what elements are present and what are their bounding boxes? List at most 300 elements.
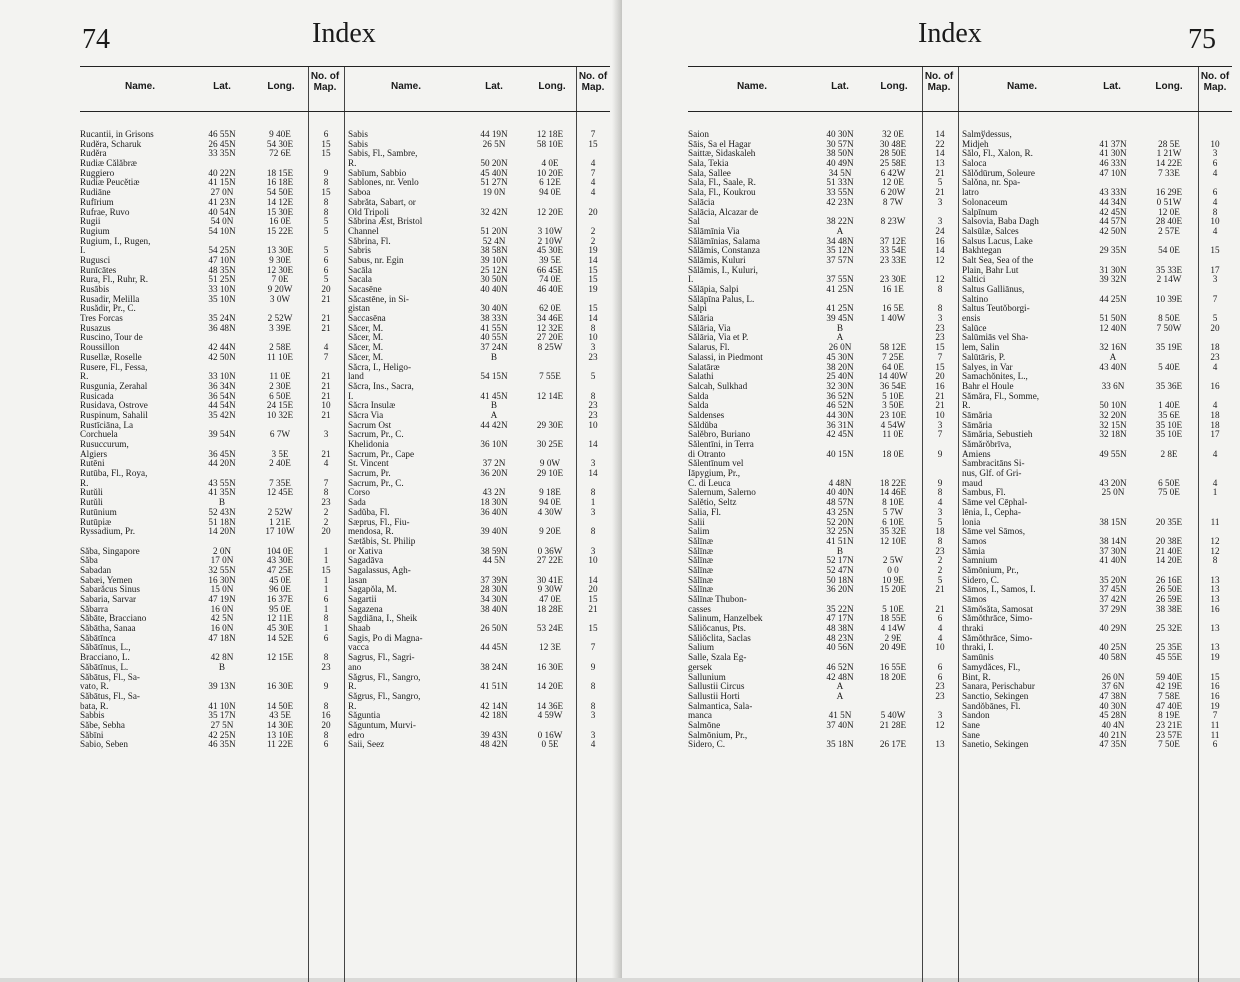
entry-map: 6 (323, 265, 329, 275)
entry-name: casses (688, 604, 711, 614)
index-entry (80, 353, 610, 363)
entry-map: 3 (590, 459, 596, 469)
entry-name: Săbīni (80, 730, 104, 740)
entry-name: Sabus, nr. Egin (348, 255, 404, 265)
entry-map: 19 (588, 285, 598, 294)
entry-long: 94 0E (539, 188, 561, 198)
entry-long: 14 12E (266, 197, 294, 207)
entry-long: 14 20E (536, 682, 564, 692)
entry-map: 12 (935, 720, 945, 730)
entry-lat: 44 19N (480, 130, 508, 139)
entry-long: 16 55E (879, 662, 907, 672)
entry-name: Sălīnæ (688, 546, 714, 556)
entry-lat: 49 55N (1099, 449, 1127, 459)
entry-long: 8 7W (882, 197, 904, 207)
entry-name: nus, Glf. of Gri- (962, 469, 1022, 479)
entry-long: 18 20E (879, 672, 907, 682)
entry-name: Sălāmis, Constanza (688, 246, 760, 256)
entry-map: 8 (937, 488, 943, 498)
entry-long: 26 59E (1155, 595, 1183, 604)
entry-long: 16 29E (1155, 188, 1183, 198)
entry-long: 0 36W (537, 546, 563, 556)
entry-long: 58 12E (879, 343, 907, 353)
entry-long: 46 40E (536, 285, 564, 294)
entry-map: 21 (935, 585, 945, 595)
entry-lat: 36 48N (208, 323, 236, 333)
entry-name: Rutūba, Fl., Roya, (80, 469, 148, 479)
entry-lat: 38 50N (826, 149, 854, 159)
entry-long: 1 40E (1158, 401, 1180, 411)
entry-lat: 40 55N (480, 333, 508, 343)
index-entry (688, 217, 1232, 227)
entry-lat: 43 55N (208, 478, 236, 488)
entry-long: 29 10E (536, 469, 564, 479)
entry-map: 11 (1210, 730, 1220, 740)
entry-map: 18 (1210, 343, 1220, 353)
entry-lat: 40 58N (1099, 653, 1127, 663)
entry-map: 6 (323, 595, 329, 604)
entry-name: Sabis (348, 130, 368, 139)
entry-name: Săbātīnca (80, 633, 116, 643)
entry-name: Sagapŏla, M. (348, 585, 397, 595)
entry-name: Salūtāris, P. (962, 352, 1006, 362)
entry-lat: 35 18N (826, 740, 854, 750)
entry-name: Samydăces, Fl., (962, 662, 1021, 672)
index-entry (688, 469, 1232, 479)
entry-map: 20 (1210, 323, 1220, 333)
entry-long: 30 41E (536, 575, 564, 585)
entry-name: vato, R. (80, 682, 109, 692)
entry-long: 25 32E (1155, 624, 1183, 634)
entry-map: 6 (323, 633, 329, 643)
entry-long: 6 20W (880, 188, 906, 198)
index-entry (688, 498, 1232, 508)
index-entry (688, 372, 1232, 382)
index-entry (80, 140, 610, 150)
entry-name: Saloca (962, 159, 987, 169)
entry-long: 2 14W (1156, 275, 1182, 285)
index-entry (80, 731, 610, 741)
index-entry (80, 440, 610, 450)
entry-lat: B (836, 546, 844, 556)
entry-map: 2 (937, 565, 943, 575)
entry-lat: 40 4N (1101, 720, 1125, 730)
entry-map: 5 (323, 226, 329, 236)
entry-name: Salinum, Hanzelbek (688, 614, 763, 624)
entry-long: 14 36E (536, 701, 564, 711)
entry-map: 12 (935, 255, 945, 265)
index-entry (688, 343, 1232, 353)
entry-map: 18 (935, 527, 945, 537)
entry-long: 23 10E (879, 410, 907, 420)
entry-name: Salda (688, 401, 709, 411)
entry-long: 7 50W (1156, 323, 1182, 333)
entry-lat: 52 4N (482, 236, 506, 246)
entry-lat: 4 48N (828, 478, 852, 488)
entry-map: 5 (1212, 314, 1218, 324)
index-entry (80, 537, 610, 547)
entry-long: 20 49E (879, 643, 907, 653)
entry-map: 3 (937, 420, 943, 430)
entry-lat: 42 50N (1099, 226, 1127, 236)
entry-map: 8 (937, 536, 943, 546)
entry-map: 16 (1210, 682, 1220, 692)
entry-lat: 14 20N (208, 527, 236, 537)
entry-long: 0 5E (541, 740, 559, 750)
entry-long: 36 54E (879, 381, 907, 391)
entry-lat: 34 48N (826, 236, 854, 246)
entry-name: Salūmiās vel Sha- (962, 333, 1029, 343)
entry-long: 10 32E (266, 410, 294, 420)
entry-long: 23 57E (1155, 730, 1183, 740)
entry-long: 7 0E (271, 275, 289, 285)
entry-lat: 2 0N (212, 546, 232, 556)
entry-long: 9 18E (539, 488, 561, 498)
entry-long: 38 38E (1155, 604, 1183, 614)
entry-map: 16 (1210, 381, 1220, 391)
index-entry (80, 430, 610, 440)
entry-long: 59 40E (1155, 672, 1183, 682)
entry-name: Săcra, Ins., Sacra, (348, 381, 414, 391)
entry-long: 12 10E (879, 536, 907, 546)
entry-map: 9 (937, 449, 943, 459)
entry-name: Rugium, I., Rugen, (80, 236, 151, 246)
entry-name: Sabio, Seben (80, 740, 128, 750)
entry-map: 5 (590, 372, 596, 382)
entry-name: Sacala (348, 275, 372, 285)
entry-name: Sala, Sallee (688, 168, 731, 178)
entry-name: Saltus Galliānus, (962, 285, 1025, 294)
entry-name: Săbātus, Fl., Sa- (80, 691, 140, 701)
entry-lat: 35 20N (1099, 575, 1127, 585)
index-entry (688, 450, 1232, 460)
entry-map: 8 (937, 304, 943, 314)
header-name: Name. (1006, 81, 1037, 92)
entry-map: 19 (588, 246, 598, 256)
entry-map: 21 (935, 168, 945, 178)
entry-name: Sabaria, Sarvar (80, 595, 137, 604)
index-entry (80, 450, 610, 460)
entry-long: 96 0E (269, 585, 291, 595)
entry-name: Sagazena (348, 604, 383, 614)
entry-lat: 30 50N (480, 275, 508, 285)
entry-long: 6 50E (269, 391, 291, 401)
entry-name: Old Tripoli (348, 207, 390, 217)
entry-long: 33 54E (879, 246, 907, 256)
entry-map: 4 (323, 343, 329, 353)
entry-map: 8 (323, 653, 329, 663)
index-entry (80, 363, 610, 373)
entry-lat: 30 40N (480, 304, 508, 314)
index-entry (80, 663, 610, 673)
entry-long: 6 7W (269, 430, 291, 440)
entry-long: 6 42W (880, 168, 906, 178)
entry-map: 20 (321, 285, 331, 294)
entry-lat: 43 40N (1099, 362, 1127, 372)
entry-lat: 36 45N (208, 449, 236, 459)
entry-name: Sagdiāna, I., Sheik (348, 614, 418, 624)
index-entry (80, 585, 610, 595)
header-long: Long. (538, 81, 566, 92)
entry-lat: 47 38N (1099, 691, 1127, 701)
entry-name: R. (348, 682, 357, 692)
entry-long: 12 0E (882, 178, 904, 188)
entry-lat: 42 18N (480, 711, 508, 721)
entry-name: Sălāria (688, 314, 714, 324)
entry-lat: 42 44N (208, 343, 236, 353)
entry-name: Samos (962, 536, 987, 546)
entry-map: 10 (588, 333, 598, 343)
entry-name: Bakhtegan (962, 246, 1002, 256)
entry-name: Sămōnium, Pr., (962, 565, 1019, 575)
entry-map: 21 (935, 401, 945, 411)
entry-name: maud (962, 478, 983, 488)
entry-long: 13 30E (266, 246, 294, 256)
header-long: Long. (267, 81, 295, 92)
entry-name: Roussillon (80, 343, 120, 353)
entry-name: Rustīciāna, La (80, 420, 134, 430)
entry-name: Săcer, M. (348, 333, 384, 343)
header-lat: Lat. (831, 81, 849, 92)
index-entry (80, 411, 610, 421)
entry-name: Corso (348, 488, 370, 498)
index-entry (688, 585, 1232, 595)
entry-lat: 44 54N (208, 401, 236, 411)
index-entry (80, 479, 610, 489)
index-entry (80, 508, 610, 518)
entry-lat: 54 0N (210, 217, 234, 227)
entry-map: 3 (590, 711, 596, 721)
entry-lat: 12 40N (1099, 323, 1127, 333)
entry-name: Rusellæ, Roselle (80, 352, 142, 362)
index-entry (688, 178, 1232, 188)
entry-lat: 44 34N (1099, 197, 1127, 207)
index-entry (80, 421, 610, 431)
index-entry (80, 382, 610, 392)
index-entry (80, 295, 610, 305)
entry-name: Algiers (80, 449, 108, 459)
entry-name: Sallustii Horti (688, 691, 740, 701)
entry-map: 7 (1212, 711, 1218, 721)
entry-lat: 37 55N (826, 275, 854, 285)
entry-name: Sabīum, Sabbio (348, 168, 407, 178)
entry-name: St. Vincent (348, 459, 389, 469)
entry-long: 12 0E (1158, 207, 1180, 217)
entry-name: ano (348, 662, 362, 672)
entry-map: 4 (937, 633, 943, 643)
entry-name: Salsus Lacus, Lake (962, 236, 1033, 246)
entry-name: lasan (348, 575, 367, 585)
entry-long: 7 50E (1158, 740, 1180, 750)
index-entry (688, 227, 1232, 237)
entry-map: 8 (323, 614, 329, 624)
entry-name: R. (80, 372, 89, 382)
entry-long: 20 38E (1155, 536, 1183, 546)
entry-map: 23 (321, 498, 331, 508)
entry-long: 10 9E (882, 575, 904, 585)
entry-long: 3 5E (271, 449, 289, 459)
index-entry (688, 198, 1232, 208)
index-entry (80, 634, 610, 644)
entry-name: Rusadir, Melilla (80, 294, 140, 304)
entry-name: Saii, Seez (348, 740, 385, 750)
entry-lat: 35 10N (208, 294, 236, 304)
table-header (80, 66, 610, 112)
index-entry (688, 702, 1232, 712)
index-entry (80, 595, 610, 605)
left-page (0, 0, 618, 978)
entry-lat: 38 14N (1099, 536, 1127, 546)
entry-lat: 46 35N (208, 740, 236, 750)
entry-name: R. (962, 401, 971, 411)
entry-name: Salmōne (688, 720, 721, 730)
entry-name: Salt Sea, Sea of the (962, 255, 1034, 265)
entry-lat: A (836, 682, 844, 692)
entry-lat: 44 20N (208, 459, 236, 469)
entry-long: 16 1E (882, 285, 904, 294)
entry-map: 4 (323, 459, 329, 469)
entry-name: Ruscino, Tour de (80, 333, 143, 343)
index-entry (688, 353, 1232, 363)
entry-map: 6 (323, 255, 329, 265)
page-number: 75 (1188, 24, 1216, 55)
entry-name: Salyes, in Var (962, 362, 1013, 372)
entry-name: lonia (962, 517, 981, 527)
entry-name: Rudiæ Călăbræ (80, 159, 137, 169)
entry-map: 7 (1212, 294, 1218, 304)
entry-name: edro (348, 730, 365, 740)
entry-name: Sabrăta, Sabart, or (348, 197, 416, 207)
entry-name: Ruggiero (80, 168, 115, 178)
entry-long: 8 23W (880, 217, 906, 227)
index-entry (688, 614, 1232, 624)
entry-name: Sacrum, Pr., Cape (348, 449, 415, 459)
entry-long: 26 16E (1155, 575, 1183, 585)
entry-long: 35 19E (1155, 343, 1183, 353)
index-entry (80, 266, 610, 276)
index-entry (80, 285, 610, 295)
entry-name: Săbātus, Fl., Sa- (80, 672, 140, 682)
entry-lat: 16 0N (210, 604, 234, 614)
entry-lat: 31 30N (1099, 265, 1127, 275)
entry-name: Saltino (962, 294, 989, 304)
index-entry (688, 624, 1232, 634)
index-entry (80, 653, 610, 663)
entry-map: 21 (935, 188, 945, 198)
entry-map: 6 (1212, 159, 1218, 169)
index-entry (688, 324, 1232, 334)
entry-long: 75 0E (1158, 488, 1180, 498)
entry-lat: 50 18N (826, 575, 854, 585)
entry-map: 14 (935, 130, 945, 139)
entry-name: Rudĕra (80, 149, 107, 159)
entry-lat: 30 57N (826, 139, 854, 149)
entry-long: 42 19E (1155, 682, 1183, 692)
entry-map: 3 (590, 546, 596, 556)
entry-long: 3 50E (882, 401, 904, 411)
entry-long: 94 0E (539, 498, 561, 508)
entry-long: 5 10E (882, 604, 904, 614)
entry-lat: 52 17N (826, 556, 854, 566)
index-entry (688, 430, 1232, 440)
index-entry (80, 721, 610, 731)
index-entry (688, 518, 1232, 528)
entry-long: 25 58E (879, 159, 907, 169)
entry-name: Sămŏthrāce, Simo- (962, 633, 1033, 643)
entry-long: 15 30E (266, 207, 294, 217)
entry-long: 12 32E (536, 323, 564, 333)
entry-lat: 40 30N (1099, 701, 1127, 711)
entry-map: 20 (935, 372, 945, 382)
entry-name: Sanctio, Sekingen (962, 691, 1029, 701)
entry-lat: A (836, 333, 844, 343)
entry-name: latro (962, 188, 979, 198)
entry-long: 12 15E (266, 653, 294, 663)
entry-map: 21 (321, 410, 331, 420)
entry-long: 0 51W (1156, 197, 1182, 207)
entry-map: 8 (590, 701, 596, 711)
entry-name: or Xativa (348, 546, 383, 556)
entry-map: 3 (1212, 275, 1218, 285)
entry-name: Sanetio, Sekingen (962, 740, 1029, 750)
table-body (80, 112, 610, 982)
entry-name: I. (688, 275, 694, 285)
entry-long: 23 33E (879, 255, 907, 265)
entry-long: 2 5W (882, 556, 904, 566)
entry-map: 14 (588, 440, 598, 449)
entry-long: 6 50E (1158, 478, 1180, 488)
entry-long: 95 0E (269, 604, 291, 614)
entry-lat: 32 55N (208, 565, 236, 575)
index-entry (688, 188, 1232, 198)
entry-lat: B (218, 498, 226, 508)
entry-name: Salmўdessus, (962, 130, 1012, 139)
entry-lat: 36 20N (826, 585, 854, 595)
entry-map: 5 (323, 217, 329, 227)
entry-map: 2 (590, 236, 596, 246)
entry-long: 28 40E (1155, 217, 1183, 227)
entry-map: 2 (590, 226, 596, 236)
entry-map: 15 (588, 304, 598, 314)
entry-name: Sandon (962, 711, 990, 721)
entry-name: Sălāmīnia Via (688, 226, 740, 236)
entry-map: 23 (935, 323, 945, 333)
entry-map: 8 (590, 391, 596, 401)
entry-map: 11 (1210, 517, 1220, 527)
entry-long: 18 55E (879, 614, 907, 624)
entry-map: 9 (937, 478, 943, 488)
index-entry (688, 537, 1232, 547)
entry-map: 3 (937, 507, 943, 517)
entry-lat: 39 10N (480, 255, 508, 265)
entry-name: Rusābis (80, 285, 110, 294)
entry-map: 1 (323, 546, 329, 556)
entry-lat: 40 29N (1099, 624, 1127, 634)
index-entry (80, 643, 610, 653)
entry-long: 7 58E (1158, 691, 1180, 701)
entry-map: 14 (588, 575, 598, 585)
entry-map: 12 (1210, 546, 1220, 556)
entry-lat: 38 24N (480, 662, 508, 672)
entry-lat: 41 45N (480, 391, 508, 401)
entry-name: R. (80, 478, 89, 488)
entry-lat: 27 5N (210, 720, 234, 730)
entry-long: 2 40E (269, 459, 291, 469)
entry-map: 15 (321, 565, 331, 575)
entry-name: Sămia (962, 546, 985, 556)
entry-lat: 18 30N (480, 498, 508, 508)
entry-name: Sæprus, Fl., Fiu- (348, 517, 410, 527)
